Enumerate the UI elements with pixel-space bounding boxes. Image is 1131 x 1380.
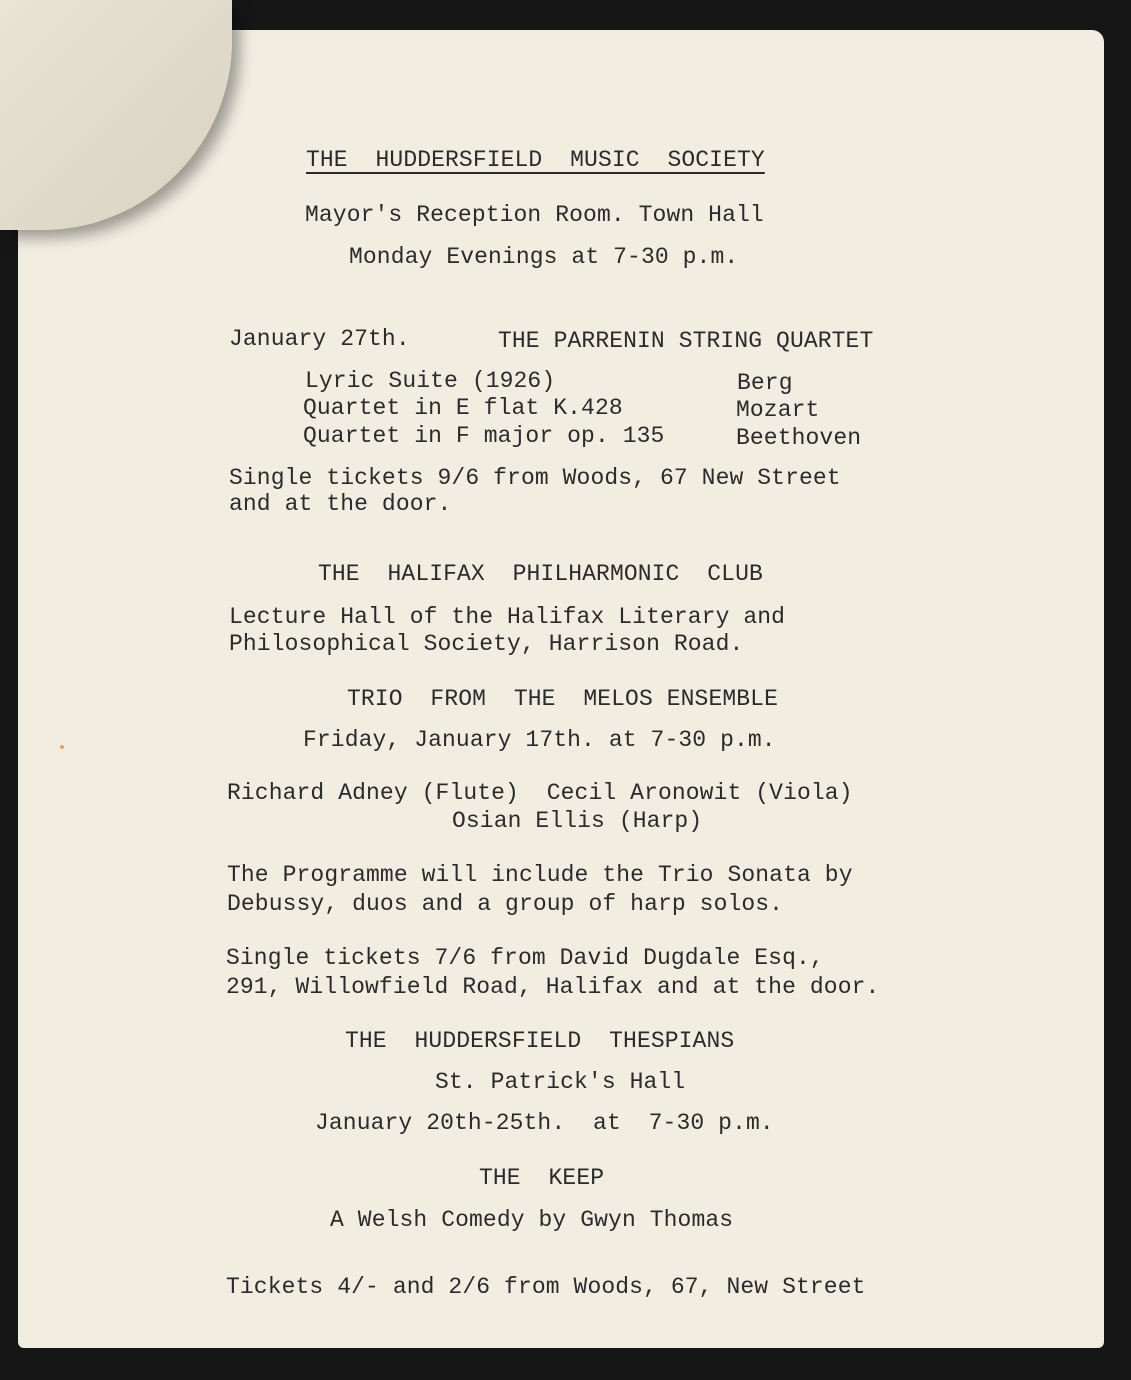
music-society-venue: Mayor's Reception Room. Town Hall — [305, 202, 764, 228]
halifax-programme-2: Debussy, duos and a group of harp solos. — [227, 891, 784, 917]
music-society-tickets-2: and at the door. — [229, 491, 452, 517]
thespians-venue: St. Patrick's Hall — [435, 1069, 686, 1095]
programme-work-1: Lyric Suite (1926) — [305, 368, 556, 394]
programme-composer-3: Beethoven — [736, 425, 862, 451]
programme-work-3: Quartet in F major op. 135 — [303, 423, 665, 449]
thespians-title: THE HUDDERSFIELD THESPIANS — [345, 1028, 735, 1054]
halifax-club-title: THE HALIFAX PHILHARMONIC CLUB — [318, 561, 763, 587]
halifax-tickets-1: Single tickets 7/6 from David Dugdale Esq., — [226, 945, 824, 971]
programme-composer-2: Mozart — [736, 397, 820, 423]
players-line-1: Richard Adney (Flute) Cecil Aronowit (Viola) — [227, 780, 853, 806]
halifax-tickets-2: 291, Willowfield Road, Halifax and at the door. — [226, 974, 880, 1000]
thespians-tickets: Tickets 4/- and 2/6 from Woods, 67, New Street — [226, 1274, 866, 1300]
halifax-date: Friday, January 17th. at 7-30 p.m. — [303, 727, 776, 753]
music-society-title: THE HUDDERSFIELD MUSIC SOCIETY — [306, 147, 765, 173]
music-society-time: Monday Evenings at 7-30 p.m. — [349, 244, 739, 270]
performer-name: THE PARRENIN STRING QUARTET — [498, 328, 874, 354]
thespians-dates: January 20th-25th. at 7-30 p.m. — [315, 1110, 774, 1136]
paper-stain — [60, 745, 64, 749]
players-line-2: Osian Ellis (Harp) — [452, 808, 703, 834]
music-society-tickets-1: Single tickets 9/6 from Woods, 67 New Street — [229, 465, 841, 491]
halifax-venue-2: Philosophical Society, Harrison Road. — [229, 631, 744, 657]
play-title: THE KEEP — [479, 1165, 605, 1191]
programme-composer-1: Berg — [737, 370, 793, 396]
play-description: A Welsh Comedy by Gwyn Thomas — [330, 1207, 734, 1233]
halifax-venue-1: Lecture Hall of the Halifax Literary and — [229, 604, 786, 630]
programme-work-2: Quartet in E flat K.428 — [303, 395, 623, 421]
halifax-programme-1: The Programme will include the Trio Sonata by — [227, 862, 853, 888]
ensemble-name: TRIO FROM THE MELOS ENSEMBLE — [347, 686, 778, 712]
concert-date: January 27th. — [229, 326, 410, 352]
